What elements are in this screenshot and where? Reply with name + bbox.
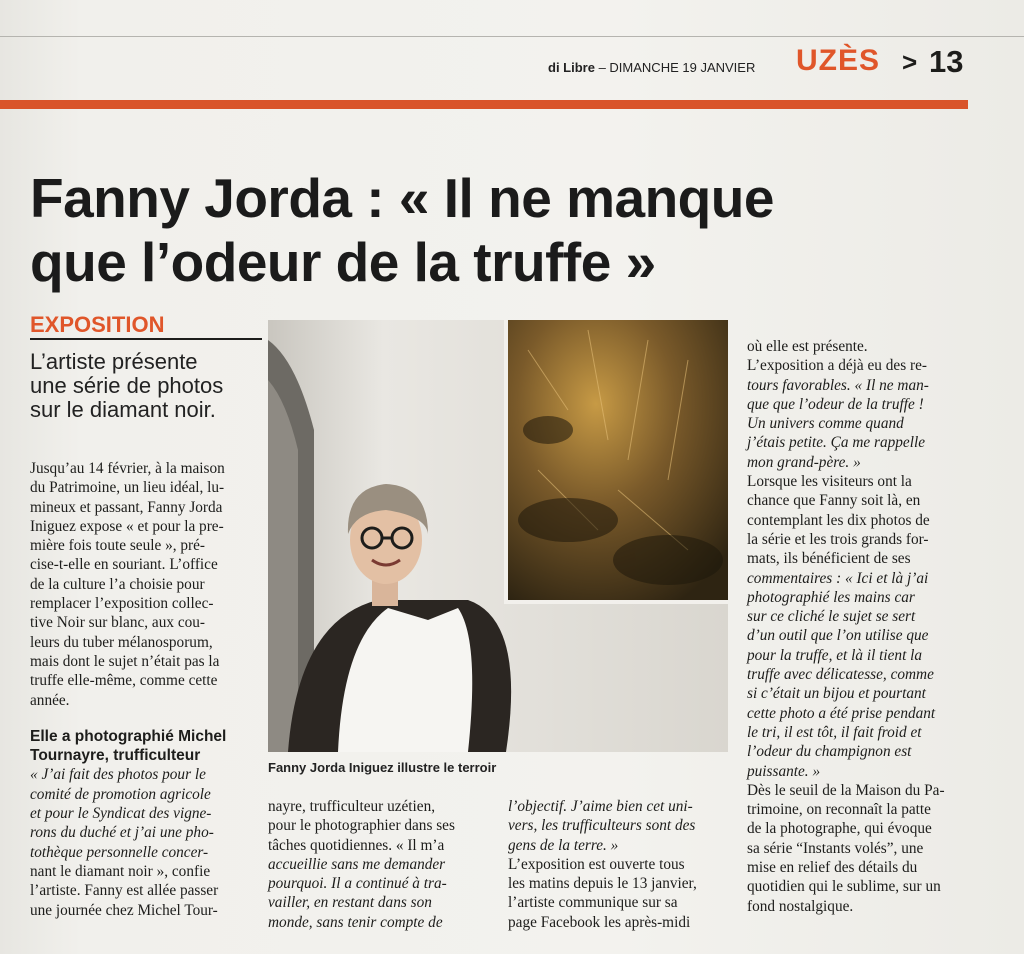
text-line: l’artiste. Fanny est allée passer: [30, 882, 219, 900]
text-line: L’exposition est ouverte tous: [508, 855, 685, 873]
text-line: chance que Fanny soit là, en: [747, 492, 921, 510]
text-line: mon grand-père. »: [747, 453, 861, 471]
text-line: l’odeur du champignon est: [747, 743, 912, 761]
text-line: puissante. »: [747, 762, 821, 780]
text-line: la série et les trois grands for-: [747, 530, 929, 548]
text-line: que que l’odeur de la truffe !: [747, 395, 924, 413]
text-line: de la culture l’a choisie pour: [30, 575, 205, 593]
text-line: vers, les trufficulteurs sont des: [508, 817, 696, 835]
text-line: sa série “Instants volés”, une: [747, 839, 924, 857]
subhead-line: Tournayre, trufficulteur: [30, 747, 201, 765]
text-line: quotidien qui le sublime, sur un: [747, 878, 941, 896]
text-line: page Facebook les après-midi: [508, 913, 691, 931]
text-line: d’un outil que l’on utilise que: [747, 627, 929, 645]
text-line: sur ce cliché le sujet se sert: [747, 608, 916, 626]
text-line: « J’ai fait des photos pour le: [30, 766, 206, 784]
text-line: Jusqu’au 14 février, à la maison: [30, 460, 225, 477]
text-line: nayre, trufficulteur uzétien,: [268, 798, 436, 815]
article-column-3: [508, 797, 733, 932]
text-line: j’étais petite. Ça me rappelle: [747, 434, 925, 452]
article-subhead: [30, 727, 265, 766]
text-line: truffe avec délicatesse, comme: [747, 666, 934, 684]
paragraph: [30, 765, 265, 919]
page-header-meta: di Libre – DIMANCHE 19 JANVIER: [548, 60, 756, 75]
text-line: Un univers comme quand: [747, 415, 904, 433]
text-line: commentaires : « Ici et là j’ai: [747, 569, 929, 587]
text-line: Iniguez expose « et pour la pre-: [30, 517, 224, 535]
photo-caption: Fanny Jorda Iniguez illustre le terroir: [268, 760, 497, 775]
text-line: accueillie sans me demander: [268, 855, 446, 873]
text-line: Dès le seuil de la Maison du Pa-: [747, 781, 945, 799]
text-line: Lorsque les visiteurs ont la: [747, 473, 912, 491]
standfirst-line: sur le diamant noir.: [30, 397, 216, 422]
subhead-line: Elle a photographié Michel: [30, 727, 227, 745]
section-name: UZÈS: [796, 44, 881, 77]
text-line: mais dont le sujet n’était pas la: [30, 652, 220, 670]
text-line: les matins depuis le 13 janvier,: [508, 875, 697, 893]
text-line: comité de promotion agricole: [30, 785, 211, 803]
text-line: si c’était un bijou et pourtant: [747, 685, 926, 703]
text-line: tours favorables. « Il ne man-: [747, 376, 929, 394]
text-line: tothèque personnelle concer-: [30, 843, 209, 861]
text-line: contemplant les dix photos de: [747, 511, 930, 529]
page-number: 13: [929, 44, 964, 79]
text-line: photographié les mains car: [747, 588, 915, 606]
top-rule: [0, 36, 1024, 37]
text-line: pour la truffe, et là il tient la: [747, 646, 923, 664]
text-line: tâches quotidiennes. « Il m’a: [268, 836, 445, 854]
text-line: truffe elle-même, comme cette: [30, 672, 218, 690]
article-kicker: EXPOSITION: [30, 312, 165, 337]
kicker-rule: [30, 338, 262, 340]
text-line: mière fois toute seule », pré-: [30, 537, 206, 555]
article-photo: [268, 320, 728, 752]
paragraph: [30, 459, 265, 710]
text-line: de la photographe, qui évoque: [747, 820, 932, 838]
text-line: gens de la terre. »: [508, 836, 619, 854]
paper-name: di Libre: [548, 60, 595, 75]
text-line: du Patrimoine, un lieu idéal, lu-: [30, 479, 225, 497]
text-line: vailler, en restant dans son: [268, 894, 432, 912]
text-line: cette photo a été prise pendant: [747, 704, 936, 722]
headline-line-2: que l’odeur de la truffe »: [30, 231, 656, 293]
text-line: L’exposition a déjà eu des re-: [747, 357, 927, 375]
standfirst-line: L’artiste présente: [30, 349, 198, 374]
text-line: l’objectif. J’aime bien cet uni-: [508, 798, 693, 815]
text-line: trimoine, on reconnaît la patte: [747, 801, 931, 819]
article-standfirst: [30, 350, 262, 422]
text-line: cise-t-elle en souriant. L’office: [30, 556, 218, 574]
photo-illustration: [268, 320, 728, 752]
text-line: pour le photographier dans ses: [268, 817, 455, 835]
article-column-2: [268, 797, 493, 932]
text-line: mineux et passant, Fanny Jorda: [30, 498, 223, 516]
article-headline: [30, 166, 870, 294]
text-line: nant le diamant noir », confie: [30, 862, 211, 880]
text-line: rons du duché et j’ai une pho-: [30, 824, 214, 842]
headline-line-1: Fanny Jorda : « Il ne manque: [30, 167, 774, 229]
text-line: mats, ils bénéficient de ses: [747, 550, 911, 568]
section-color-bar: [0, 100, 968, 109]
text-line: fond nostalgique.: [747, 897, 854, 915]
text-line: où elle est présente.: [747, 338, 868, 355]
text-line: l’artiste communique sur sa: [508, 894, 678, 912]
article-column-4: [747, 337, 977, 916]
text-line: tive Noir sur blanc, aux cou-: [30, 614, 206, 632]
article-column-1: [30, 459, 265, 920]
chevron-right-icon: >: [902, 47, 918, 77]
text-line: et pour le Syndicat des vigne-: [30, 805, 212, 823]
issue-date: DIMANCHE 19 JANVIER: [609, 60, 756, 75]
text-line: le tri, il est tôt, il fait froid et: [747, 723, 922, 741]
text-line: monde, sans tenir compte de: [268, 913, 443, 931]
text-line: année.: [30, 691, 70, 709]
text-line: pourquoi. Il a continué à tra-: [268, 875, 447, 893]
text-line: mise en relief des détails du: [747, 859, 918, 877]
standfirst-line: une série de photos: [30, 373, 224, 398]
text-line: remplacer l’exposition collec-: [30, 595, 214, 613]
text-line: leurs du tuber mélanosporum,: [30, 633, 213, 651]
text-line: une journée chez Michel Tour-: [30, 901, 218, 919]
